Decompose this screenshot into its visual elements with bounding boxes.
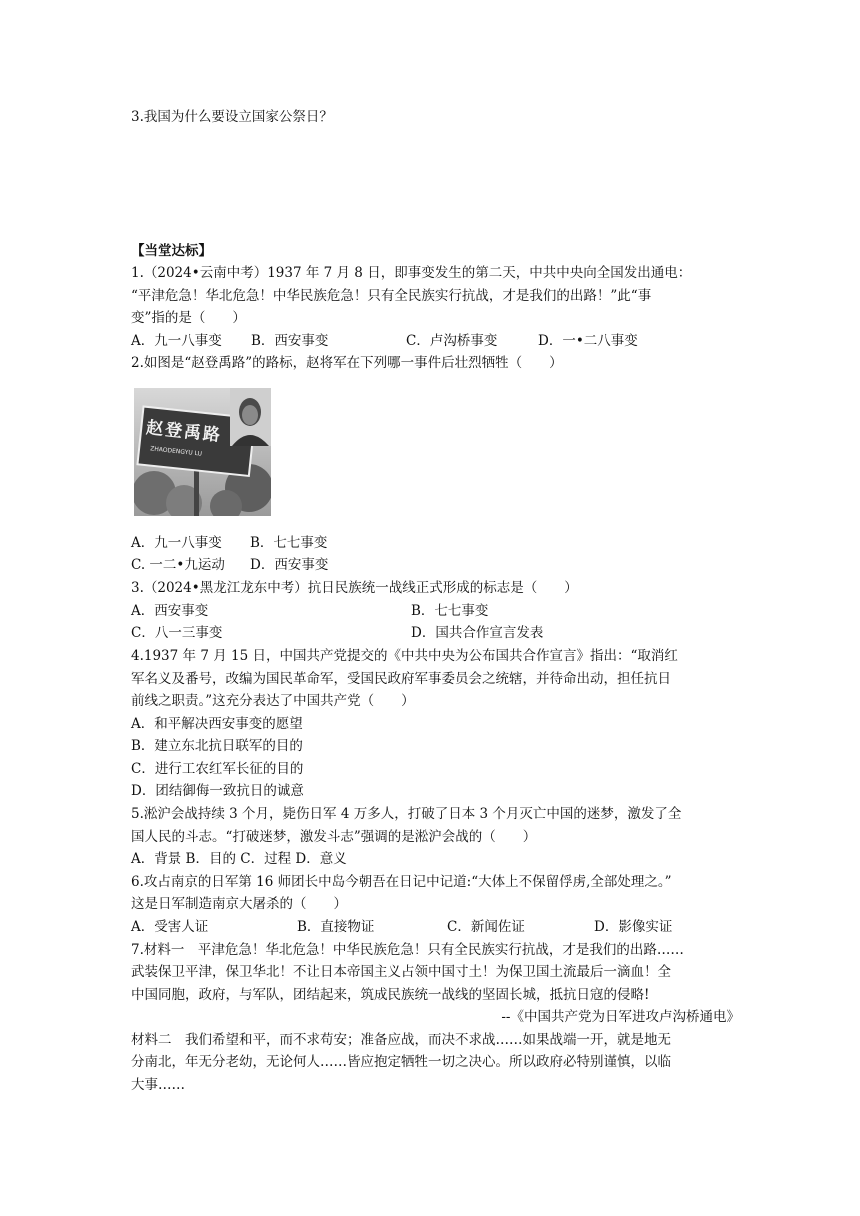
q1-option-b: B．西安事变 [251, 333, 329, 349]
section-title: 【当堂达标】 [131, 243, 212, 259]
q7-m2-line-3: 大事…… [131, 1077, 185, 1093]
sign-text: 赵登禹路 [145, 418, 223, 446]
q3b-option-c: C．八一三事变 [131, 625, 223, 641]
q4-option-a: A．和平解决西安事变的愿望 [131, 716, 303, 732]
question-3-text: 3.我国为什么要设立国家公祭日？ [131, 109, 333, 125]
q5-line-1: 5.淞沪会战持续 3 个月，毙伤日军 4 万多人，打破了日本 3 个月灭亡中国的迷梦，激发了全 [131, 806, 682, 822]
q4-option-d: D．团结御侮一致抗日的诚意 [131, 783, 304, 799]
q4-option-b: B．建立东北抗日联军的目的 [131, 738, 303, 754]
road-sign-photo [134, 388, 271, 516]
q1-option-d: D．一•二八事变 [538, 333, 638, 349]
q6-option-d: D．影像实证 [594, 919, 673, 935]
q1-option-c: C．卢沟桥事变 [406, 333, 498, 349]
q4-option-c: C．进行工农红军长征的目的 [131, 761, 304, 777]
q2-option-b: B．七七事变 [250, 535, 328, 551]
sign-pinyin: ZHAODENGYU LU [149, 445, 203, 458]
q2-option-c: C. 一二•九运动 [131, 557, 225, 573]
q1-line-2: “平津危急！华北危急！中华民族危急！只有全民族实行抗战，才是我们的出路！”此“事 [131, 288, 652, 304]
q2-option-d: D．西安事变 [250, 557, 329, 573]
q7-line-2: 武装保卫平津，保卫华北！不让日本帝国主义占领中国寸土！为保卫国土流最后一滴血！全 [131, 964, 671, 980]
q4-line-3: 前线之职责。”这充分表达了中国共产党（ ） [131, 693, 415, 709]
q3b-stem: 3.（2024•黑龙江龙东中考）抗日民族统一战线正式形成的标志是（ ） [131, 580, 578, 596]
q2-stem: 2.如图是“赵登禹路”的路标，赵将军在下列哪一事件后壮烈牺牲（ ） [131, 355, 563, 371]
q4-line-1: 4.1937 年 7 月 15 日，中国共产党提交的《中共中央为公布国共合作宣言》指出：“取消红 [131, 648, 678, 664]
q7-m2-line-1: 材料二 我们希望和平，而不求苟安；准备应战，而决不求战……如果战端一开，就是地无 [131, 1032, 671, 1048]
q6-option-a: A．受害人证 [131, 919, 209, 935]
q7-line-1: 7.材料一 平津危急！华北危急！中华民族危急！只有全民族实行抗战，才是我们的出路…… [131, 942, 684, 958]
q5-line-2: 国人民的斗志。“打破迷梦，激发斗志”强调的是淞沪会战的（ ） [131, 829, 537, 845]
q3b-option-b: B．七七事变 [411, 603, 489, 619]
q7-line-3: 中国同胞，政府，与军队，团结起来，筑成民族统一战线的坚固长城，抵抗日寇的侵略! [131, 987, 650, 1003]
q5-options: A．背景 B．目的 C．过程 D．意义 [131, 851, 347, 867]
q1-line-1: 1.（2024•云南中考）1937 年 7 月 8 日，即事变发生的第二天，中共中央向全国发出通电： [131, 265, 692, 281]
q6-line-2: 这是日军制造南京大屠杀的（ ） [131, 896, 347, 912]
q6-option-c: C．新闻佐证 [447, 919, 525, 935]
q3b-option-d: D．国共合作宣言发表 [411, 625, 544, 641]
q6-option-b: B．直接物证 [297, 919, 375, 935]
q2-option-a: A．九一八事变 [131, 535, 222, 551]
q7-m2-line-2: 分南北，年无分老幼，无论何人……皆应抱定牺牲一切之决心。所以政府必特别谨慎，以临 [131, 1054, 671, 1070]
q3b-option-a: A．西安事变 [131, 603, 209, 619]
q4-line-2: 军名义及番号，改编为国民革命军，受国民政府军事委员会之统辖，并待命出动，担任抗日 [131, 671, 671, 687]
q6-line-1: 6.攻占南京的日军第 16 师团长中岛今朝吾在日记中记道:“大体上不保留俘虏,全部处理之。” [131, 874, 672, 890]
q1-line-3: 变”指的是（ ） [131, 310, 246, 326]
q7-source: --《中国共产党为日军进攻卢沟桥通电》 [501, 1009, 740, 1025]
q1-option-a: A．九一八事变 [131, 333, 222, 349]
